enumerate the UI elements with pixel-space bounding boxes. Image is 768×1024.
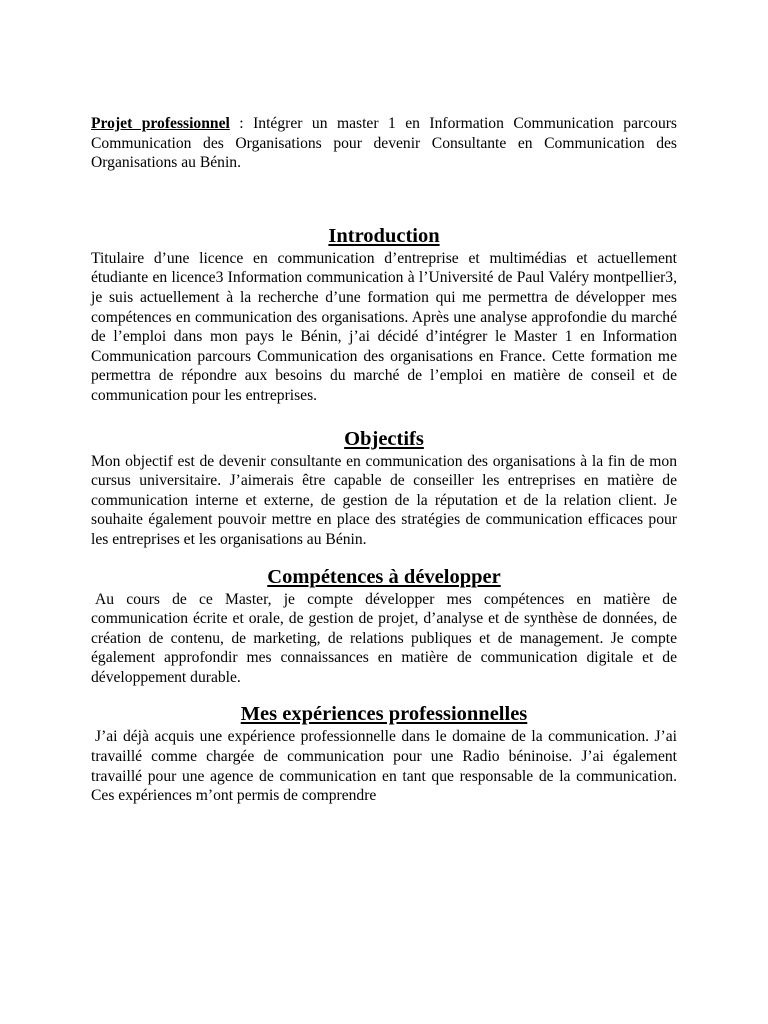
project-statement [91,114,677,173]
objectifs-paragraph: Mon objectif est de devenir consultante en communication des organisations à la fin de mon cursus universitaire. J’aimerais être capable de conseiller les entreprises en matière de communication interne et externe, de gestion de la réputation et de la relation client. Je souhaite également pouvoir mettre en place des stratégies de communication efficaces pour les entreprises et les organisations au Bénin. [91,452,677,548]
experiences-heading: Mes expériences professionnelles [240,703,528,726]
introduction-heading: Introduction [328,224,440,247]
experiences-paragraph: J’ai déjà acquis une expérience professionnelle dans le domaine de la communication. J’ai travaillé comme chargée de communication pour une Radio béninoise. J’ai également travaillé pour une agence de communication en tant que responsable de la communication. Ces expériences m’ont permis de comprendre [91,728,677,805]
project-text: : Intégrer un master 1 en Information Communication parcours Communication des Organisations pour devenir Consultante en Communication des Organisations au Bénin. [91,115,677,172]
competences-paragraph: Au cours de ce Master, je compte développer mes compétences en matière de communication écrite et orale, de gestion de projet, d’analyse et de synthèse de données, de création de contenu, de marketing, de relations publiques et de management. Je compte également approfondir mes connaissances en matière de communication digitale et de développement durable. [91,590,677,686]
objectifs-heading: Objectifs [344,427,424,450]
introduction-paragraph: Titulaire d’une licence en communication d’entreprise et multimédias et actuellement étudiante en licence3 Information communication à l’Université de Paul Valéry montpellier3, je suis actuellement à la recherche d’une formation qui me permettra de développer mes compétences en communication des organisations. Après une analyse approfondie du marché de l’emploi dans mon pays le Bénin, j’ai décidé d’intégrer le Master 1 en Information Communication parcours Communication des organisations en France. Cette formation me permettra de répondre aux besoins du marché de l’emploi en matière de conseil et de communication pour les entreprises. [91,249,677,404]
competences-heading: Compétences à développer [267,565,501,588]
document-page [91,108,677,806]
project-label: Projet professionnel [91,115,230,132]
